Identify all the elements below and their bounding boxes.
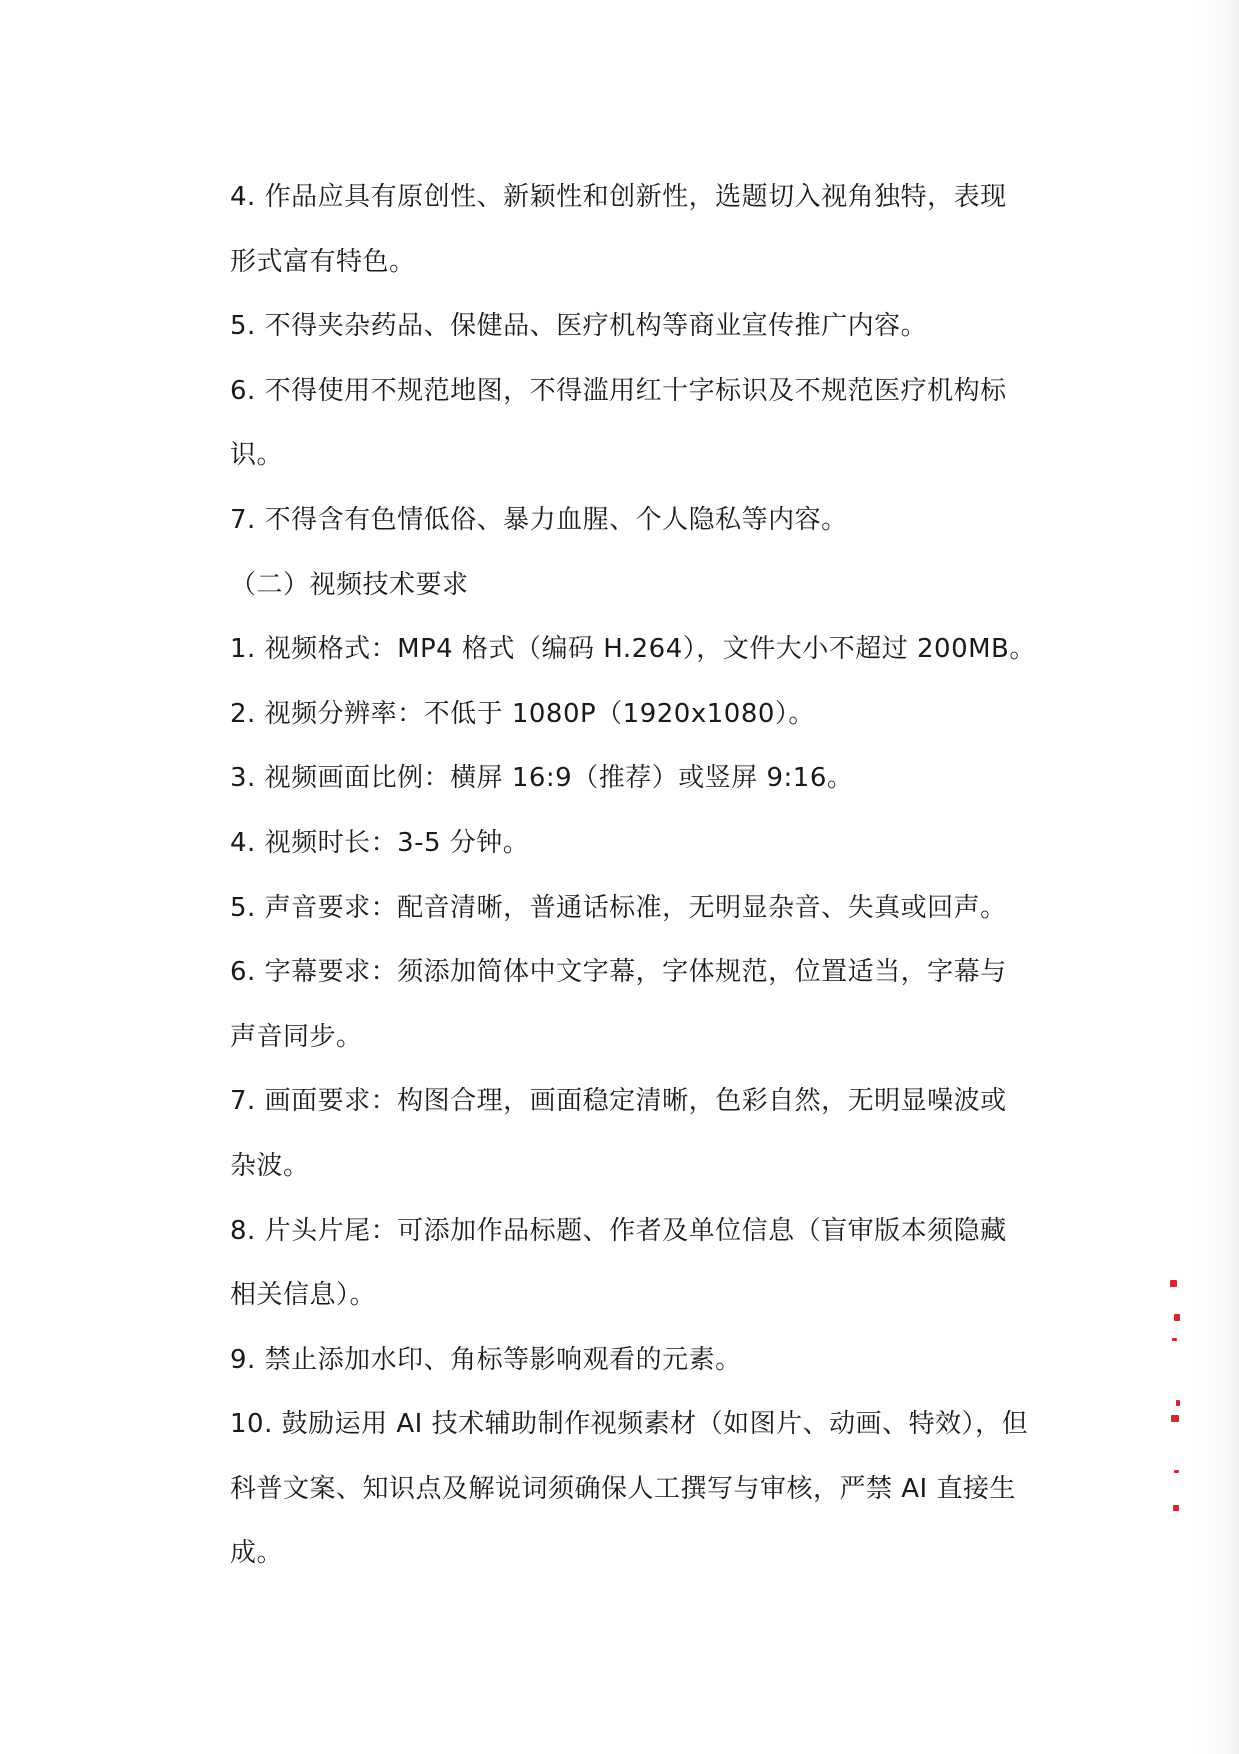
section-heading: （二）视频技术要求 <box>230 569 469 600</box>
paragraph-line: 2. 视频分辨率：不低于 1080P（1920x1080）。 <box>230 698 815 729</box>
paragraph-line: 杂波。 <box>230 1150 310 1181</box>
seal-mark <box>1171 1415 1179 1422</box>
paragraph-line: 6. 字幕要求：须添加简体中文字幕，字体规范，位置适当，字幕与 <box>230 957 1007 988</box>
paragraph-line: 1. 视频格式：MP4 格式（编码 H.264），文件大小不超过 200MB。 <box>230 634 1036 665</box>
paragraph-line: 9. 禁止添加水印、角标等影响观看的元素。 <box>230 1344 742 1375</box>
paragraph-line: 7. 画面要求：构图合理，画面稳定清晰，色彩自然，无明显噪波或 <box>230 1086 1007 1117</box>
seal-mark <box>1174 1314 1180 1321</box>
seal-mark <box>1173 1505 1179 1511</box>
seal-edge-fragment <box>1168 1280 1184 1520</box>
paragraph-line: 10. 鼓励运用 AI 技术辅助制作视频素材（如图片、动画、特效），但 <box>230 1409 1029 1440</box>
paragraph-line: 7. 不得含有色情低俗、暴力血腥、个人隐私等内容。 <box>230 504 848 535</box>
paragraph-line: 5. 声音要求：配音清晰，普通话标准，无明显杂音、失真或回声。 <box>230 892 1007 923</box>
seal-mark <box>1172 1338 1177 1341</box>
paragraph-line: 相关信息）。 <box>230 1280 377 1311</box>
seal-mark <box>1176 1400 1180 1406</box>
paragraph-line: 6. 不得使用不规范地图，不得滥用红十字标识及不规范医疗机构标 <box>230 375 1007 406</box>
paragraph-line: 5. 不得夹杂药品、保健品、医疗机构等商业宣传推广内容。 <box>230 311 928 342</box>
paragraph-line: 科普文案、知识点及解说词须确保人工撰写与审核，严禁 AI 直接生 <box>230 1473 1016 1504</box>
paragraph-line: 8. 片头片尾：可添加作品标题、作者及单位信息（盲审版本须隐藏 <box>230 1215 1007 1246</box>
paragraph-line: 识。 <box>230 440 284 471</box>
document-body <box>230 165 1036 1586</box>
seal-mark <box>1170 1280 1177 1287</box>
paragraph-line: 形式富有特色。 <box>230 246 416 277</box>
paragraph-line: 4. 视频时长：3-5 分钟。 <box>230 827 530 858</box>
paragraph-line: 3. 视频画面比例：横屏 16:9（推荐）或竖屏 9:16。 <box>230 763 854 794</box>
scan-edge-shadow <box>1187 0 1239 1754</box>
seal-mark <box>1174 1470 1179 1473</box>
paragraph-line: 声音同步。 <box>230 1021 363 1052</box>
paragraph-line: 成。 <box>230 1538 284 1569</box>
paragraph-line: 4. 作品应具有原创性、新颖性和创新性，选题切入视角独特，表现 <box>230 182 1007 212</box>
